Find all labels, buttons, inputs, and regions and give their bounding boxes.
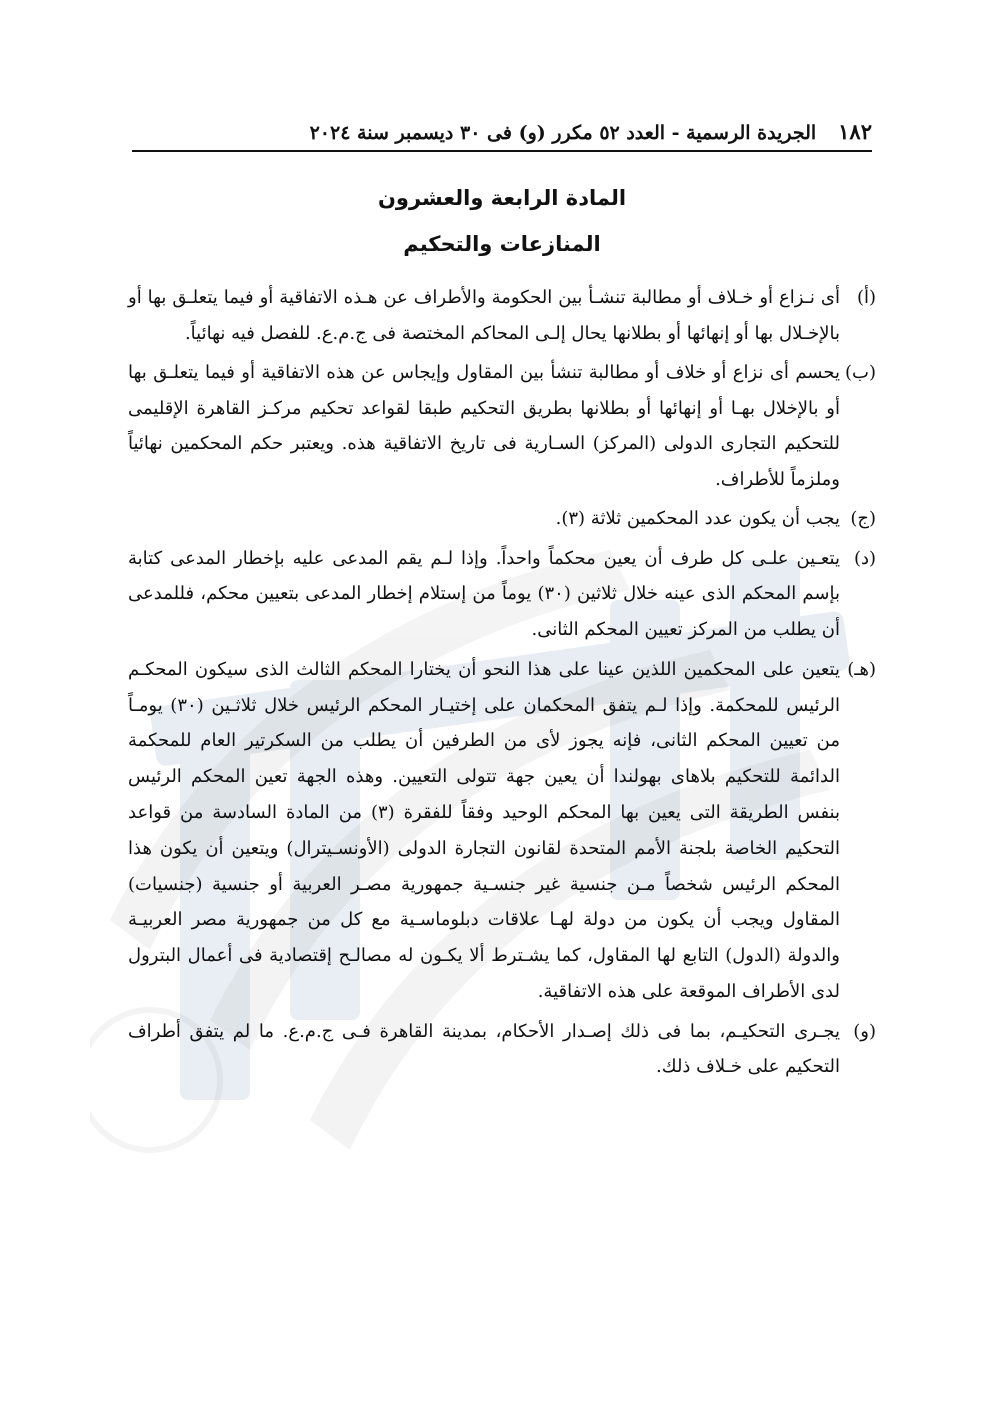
article-title: المادة الرابعة والعشرون bbox=[377, 186, 627, 210]
clause-text: أى نـزاع أو خـلاف أو مطالبة تنشـأ بين الحكومة والأطراف عن هـذه الاتفاقية أو فيما يتعلـق بها أو بالإخـلال بها أو إنهائها أو بطلانها يحال إلـى المحاكم المختصة فى ج.م.ع. للفصل فيه نهائياً. bbox=[128, 287, 840, 344]
article-subtitle: المنازعات والتحكيم bbox=[403, 232, 601, 256]
clause-c bbox=[128, 501, 876, 537]
clause-text: يجب أن يكون عدد المحكمين ثلاثة (٣). bbox=[555, 508, 840, 529]
clause-text: يتعـين علـى كل طرف أن يعين محكماً واحداً. وإذا لـم يقم المدعى عليه بإخطار المدعى كتابة بإسم المحكم الذى عينه خلال ثلاثين (٣٠) يوماً من إستلام إخطار المدعى بتعيين محكم، فللمدعى أن يطلب من المركز تعيين المحكم الثانى. bbox=[128, 547, 840, 641]
clause-text: يتعين على المحكمين اللذين عينا على هذا النحو أن يختارا المحكم الثالث الذى سيكون المحكـم الرئيس للمحكمة. وإذا لـم يتفق المحكمان على إختيـار المحكم الرئيس خلال ثلاثـين (٣٠) يومـاً من تعيين المحكم الثانى، فإنه يجوز لأى من الطرفين أن يطلب من السكرتير العام للمحكمة الدائمة للتحكيم بلاهاى بهولندا أن يعين جهة تتولى التعيين. وهذه الجهة تعين المحكم الرئيس بنفس الطريقة التى يعين بها المحكم الوحيد وفقاً للفقرة (٣) من المادة السادسة من قواعد التحكيم الخاصة بلجنة الأمم المتحدة لقانون التجارة الدولى (الأونسـيترال) ويتعين أن يكون هذا المحكم الرئيس شخصاً مـن جنسية غير جنسـية جمهورية مصـر العربية أو جنسية (جنسيات) المقاول ويجب أن يكون من دولة لهـا علاقات دبلوماسـية مع كل من جمهورية مصر العربيـة والدولة (الدول) التابع لها المقاول، كما يشـترط ألا يكـون له مصالـح إقتصادية فى أعمال البترول لدى الأطراف الموقعة على هذه الاتفاقية. bbox=[128, 658, 840, 1003]
clause-d bbox=[128, 541, 876, 648]
clause-label: (ج) bbox=[850, 508, 876, 529]
page-header bbox=[132, 112, 872, 152]
clause-a bbox=[128, 280, 876, 351]
clause-w bbox=[128, 1014, 876, 1085]
article-heading bbox=[132, 178, 872, 266]
clause-label: (أ) bbox=[856, 287, 876, 308]
clause-label: (د) bbox=[853, 547, 876, 569]
page-number: ١٨٢ bbox=[838, 119, 872, 144]
clause-text: يحسم أى نزاع أو خلاف أو مطالبة تنشأ بين المقاول وإيجاس عن هذه الاتفاقية أو فيما يتعلـق بها أو بالإخلال بهـا أو إنهائها أو بطلانها بطريق التحكيم طبقا لقواعد تحكيم مركـز القاهرة الإقليمى للتحكيم التجارى الدولى (المركز) السـارية فى تاريخ الاتفاقية هذه. ويعتبر حكم المحكمين نهائياً وملزماً للأطراف. bbox=[128, 362, 840, 490]
clause-text: يجـرى التحكيـم، بما فى ذلك إصـدار الأحكام، بمدينة القاهرة فـى ج.م.ع. ما لم يتفق أطراف التحكيم على خـلاف ذلك. bbox=[128, 1020, 840, 1078]
clause-b bbox=[128, 355, 876, 497]
clause-h bbox=[128, 652, 876, 1010]
header-gazette-info: الجريدة الرسمية - العدد ٥٢ مكرر (و) فى ٣٠ ديسمبر سنة ٢٠٢٤ bbox=[309, 122, 817, 144]
clause-label: (هـ) bbox=[847, 658, 876, 680]
clause-label: (و) bbox=[853, 1020, 876, 1042]
article-body bbox=[128, 280, 876, 1089]
clause-label: (ب) bbox=[845, 362, 876, 383]
